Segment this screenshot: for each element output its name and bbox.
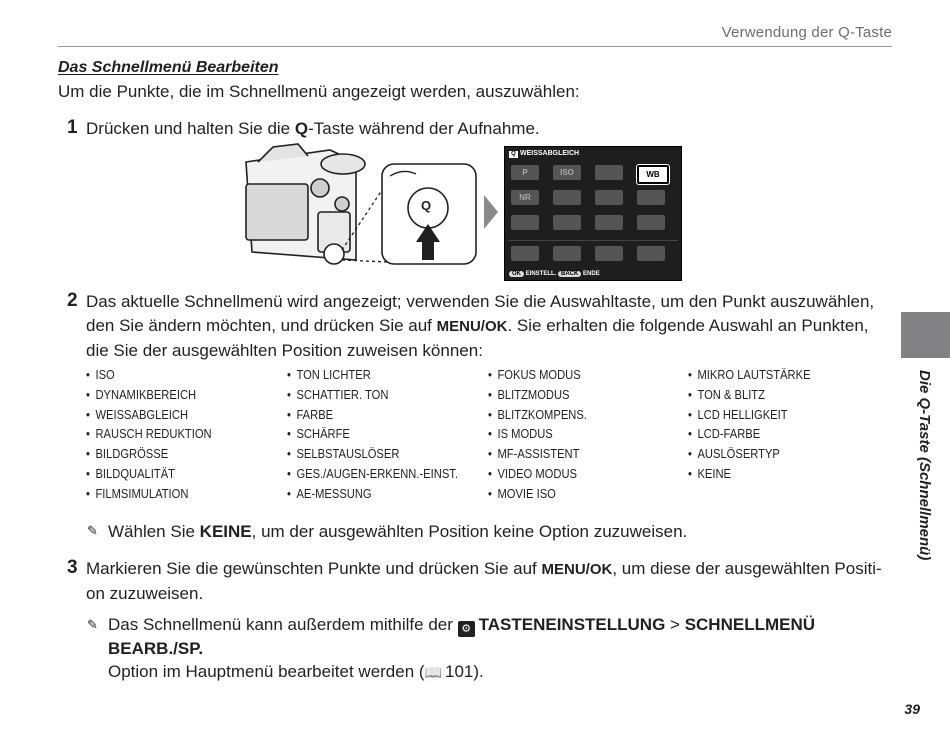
lcd-cell — [553, 215, 581, 230]
options-column-2 — [287, 365, 486, 504]
step-2-line-3: die Sie der ausgewählten Position zuweisen können: — [86, 341, 483, 360]
step-3-note — [108, 613, 898, 684]
ok-pill: OK — [509, 271, 524, 277]
q-button-label: Q — [421, 198, 432, 213]
step-3-line-1-pre: Markieren Sie die gewünschten Punkte und drücken Sie auf — [86, 559, 542, 578]
lcd-title-text: WEISSABGLEICH — [520, 150, 580, 157]
lcd-screen — [504, 146, 682, 281]
step-2-line-2-pre: den Sie ändern möchten, und drücken Sie auf — [86, 316, 437, 335]
lcd-cell — [595, 165, 623, 180]
lcd-cell — [637, 190, 665, 205]
lcd-cell: P — [511, 165, 539, 180]
option-item: • FOKUS MODUS — [488, 365, 587, 385]
camera-illustration — [238, 142, 483, 272]
menu-separator: > — [665, 615, 685, 634]
options-column-1 — [86, 365, 232, 504]
keine-label: KEINE — [199, 522, 252, 541]
ok-label: EINSTELL. — [525, 271, 557, 277]
step-2-note-post: , um der ausgewählten Position keine Option zuzuweisen. — [251, 522, 688, 541]
arrow-right-icon — [484, 195, 498, 229]
lcd-cell — [637, 246, 665, 261]
option-item: • WEISSABGLEICH — [86, 405, 212, 425]
lcd-cell — [595, 246, 623, 261]
step-3-line-1-post: , um diese der ausgewählten Positi- — [612, 559, 882, 578]
option-item: • MF-ASSISTENT — [488, 444, 587, 464]
option-item: • SCHATTIER. TON — [287, 385, 458, 405]
option-item: • SELBSTAUSLÖSER — [287, 444, 458, 464]
option-item: • LCD-FARBE — [688, 424, 811, 444]
step-3-text — [86, 557, 896, 606]
step-2-note-pre: Wählen Sie — [108, 522, 200, 541]
lcd-cell — [595, 190, 623, 205]
option-item: • VIDEO MODUS — [488, 464, 587, 484]
step-1-post: -Taste während der Aufnahme. — [308, 119, 540, 138]
running-head: Verwendung der Q-Taste — [721, 24, 892, 41]
step-3-note-line-2-text: Option im Hauptmenü bearbeitet werden ( — [108, 662, 425, 681]
options-column-3 — [488, 365, 603, 504]
step-1-text — [86, 117, 540, 141]
option-item: • IS MODUS — [488, 424, 587, 444]
option-item: • DYNAMIKBEREICH — [86, 385, 212, 405]
option-item: • BLITZMODUS — [488, 385, 587, 405]
option-item: • AE-MESSUNG — [287, 484, 458, 504]
step-3-note-end: ). — [473, 662, 484, 681]
q-key: Q — [294, 119, 309, 138]
menu-ok-label: MENU/OK — [436, 318, 508, 335]
step-3-number: 3 — [67, 557, 78, 578]
settings-icon: ⚙ — [458, 621, 475, 637]
book-icon: 📖 — [424, 664, 442, 680]
note-icon: ✎ — [87, 523, 98, 538]
step-2-text — [86, 290, 896, 363]
step-3-note-pre: Das Schnellmenü kann außerdem mithilfe der — [108, 615, 458, 634]
step-3-line-1 — [86, 557, 896, 582]
lcd-cell: NR — [511, 190, 539, 205]
menu-ok-label-2: MENU/OK — [541, 561, 613, 578]
step-2-note — [108, 520, 687, 543]
step-3-note-line-2 — [108, 660, 898, 684]
tasteneinstellung-label: TASTENEINSTELLUNG — [478, 615, 666, 634]
lcd-cell — [553, 190, 581, 205]
step-1-pre: Drücken und halten Sie die — [86, 119, 295, 138]
option-item: • AUSLÖSERTYP — [688, 444, 811, 464]
option-item: • GES./AUGEN-ERKENN.-EINST. — [287, 464, 458, 484]
section-intro: Um die Punkte, die im Schnellmenü angezeigt werden, auszuwählen: — [58, 82, 580, 101]
schnellmenu-label: SCHNELLMENÜ BEARB./SP. — [108, 615, 816, 658]
page-number: 39 — [904, 701, 920, 717]
option-item: • TON LICHTER — [287, 365, 458, 385]
step-3-line-2: on zuzuweisen. — [86, 584, 204, 603]
step-2-line-2-post: . Sie erhalten die folgende Auswahl an Punkten, — [507, 316, 869, 335]
lcd-bottom-bar — [509, 271, 600, 277]
option-item: • FARBE — [287, 405, 458, 425]
lcd-cell — [553, 246, 581, 261]
step-1-number: 1 — [67, 117, 78, 138]
back-pill: BACK — [558, 271, 581, 277]
step-3-note-line-1 — [108, 613, 898, 660]
option-item: • TON & BLITZ — [688, 385, 811, 405]
option-item: • SCHÄRFE — [287, 424, 458, 444]
step-2-number: 2 — [67, 290, 78, 311]
option-item: • MIKRO LAUTSTÄRKE — [688, 365, 811, 385]
note-icon: ✎ — [87, 617, 98, 632]
step-2-line-1: Das aktuelle Schnellmenü wird angezeigt; verwenden Sie die Auswahltaste, um den Punkt auszuwählen, — [86, 292, 875, 311]
lcd-cell — [595, 215, 623, 230]
step-2-line-2 — [86, 314, 896, 339]
option-item: • ISO — [86, 365, 212, 385]
options-column-4 — [688, 365, 830, 484]
header-rule — [58, 46, 892, 47]
lcd-cell: WB — [637, 165, 669, 184]
side-tab — [901, 312, 950, 358]
side-label: Die Q-Taste (Schnellmenü) — [916, 370, 933, 561]
option-item: • MOVIE ISO — [488, 484, 587, 504]
option-item: • BILDGRÖSSE — [86, 444, 212, 464]
option-item: • BLITZKOMPENS. — [488, 405, 587, 425]
lcd-cell — [637, 215, 665, 230]
option-item: • LCD HELLIGKEIT — [688, 405, 811, 425]
option-item: • FILMSIMULATION — [86, 484, 212, 504]
section-title: Das Schnellmenü Bearbeiten — [58, 59, 279, 76]
q-badge: Q — [509, 151, 518, 158]
lcd-cell — [511, 246, 539, 261]
lcd-title — [509, 150, 579, 158]
lcd-cell — [511, 215, 539, 230]
button-closeup — [382, 164, 476, 264]
lcd-cell: ISO — [553, 165, 581, 180]
page-reference: 101 — [445, 662, 474, 681]
lcd-separator — [508, 240, 678, 241]
camera-icon — [246, 144, 365, 264]
option-item: • KEINE — [688, 464, 811, 484]
option-item: • BILDQUALITÄT — [86, 464, 212, 484]
back-label: ENDE — [583, 271, 600, 277]
option-item: • RAUSCH REDUKTION — [86, 424, 212, 444]
